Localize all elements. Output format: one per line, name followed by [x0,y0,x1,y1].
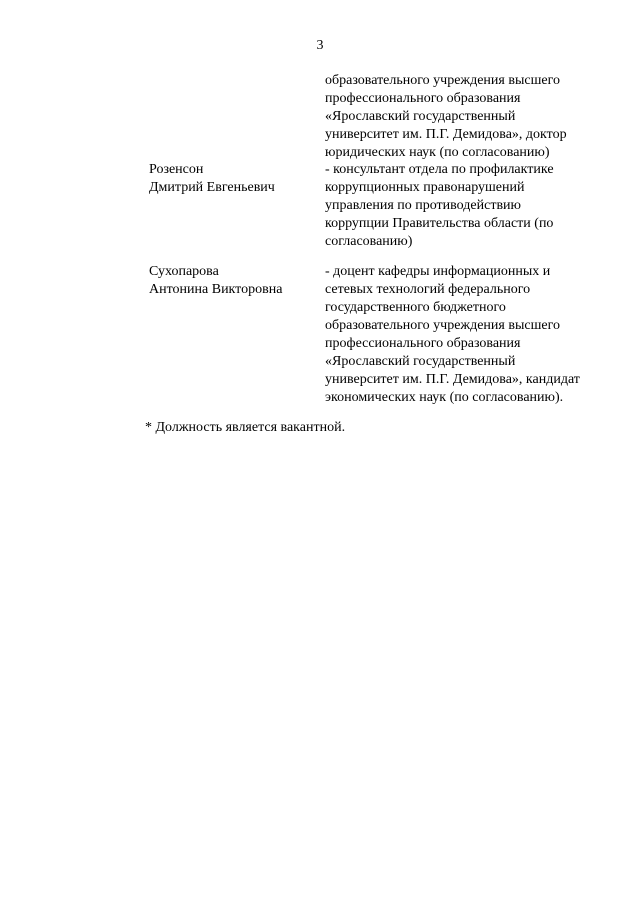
continuation-line: образовательного учреждения высшего [325,73,560,88]
member-description-line: коррупции Правительства области (по [325,216,554,231]
member-surname: Сухопарова [149,264,219,279]
member-description-line: - доцент кафедры информационных и [325,264,551,279]
member-given-names: Дмитрий Евгеньевич [149,180,275,195]
continuation-line: профессионального образования [325,91,521,106]
member-description-line: профессионального образования [325,336,521,351]
member-surname: Розенсон [149,162,204,177]
member-description-line: согласованию) [325,234,413,249]
member-description-line: университет им. П.Г. Демидова», кандидат [325,372,580,387]
page-number: 3 [316,38,324,53]
member-given-names: Антонина Викторовна [149,282,283,297]
member-description-line: государственного бюджетного [325,300,506,315]
member-description-line: сетевых технологий федерального [325,282,531,297]
member-description-line: управления по противодействию [325,198,521,213]
member-description-line: экономических наук (по согласованию). [325,390,564,405]
member-description-line: «Ярославский государственный [325,354,516,369]
member-description-line: образовательного учреждения высшего [325,318,560,333]
continuation-line: юридических наук (по согласованию) [325,145,550,160]
continuation-line: «Ярославский государственный [325,109,516,124]
member-description-line: коррупционных правонарушений [325,180,525,195]
member-description-line: - консультант отдела по профилактике [325,162,554,177]
vacancy-footnote: * Должность является вакантной. [145,420,346,435]
continuation-line: университет им. П.Г. Демидова», доктор [325,127,567,142]
